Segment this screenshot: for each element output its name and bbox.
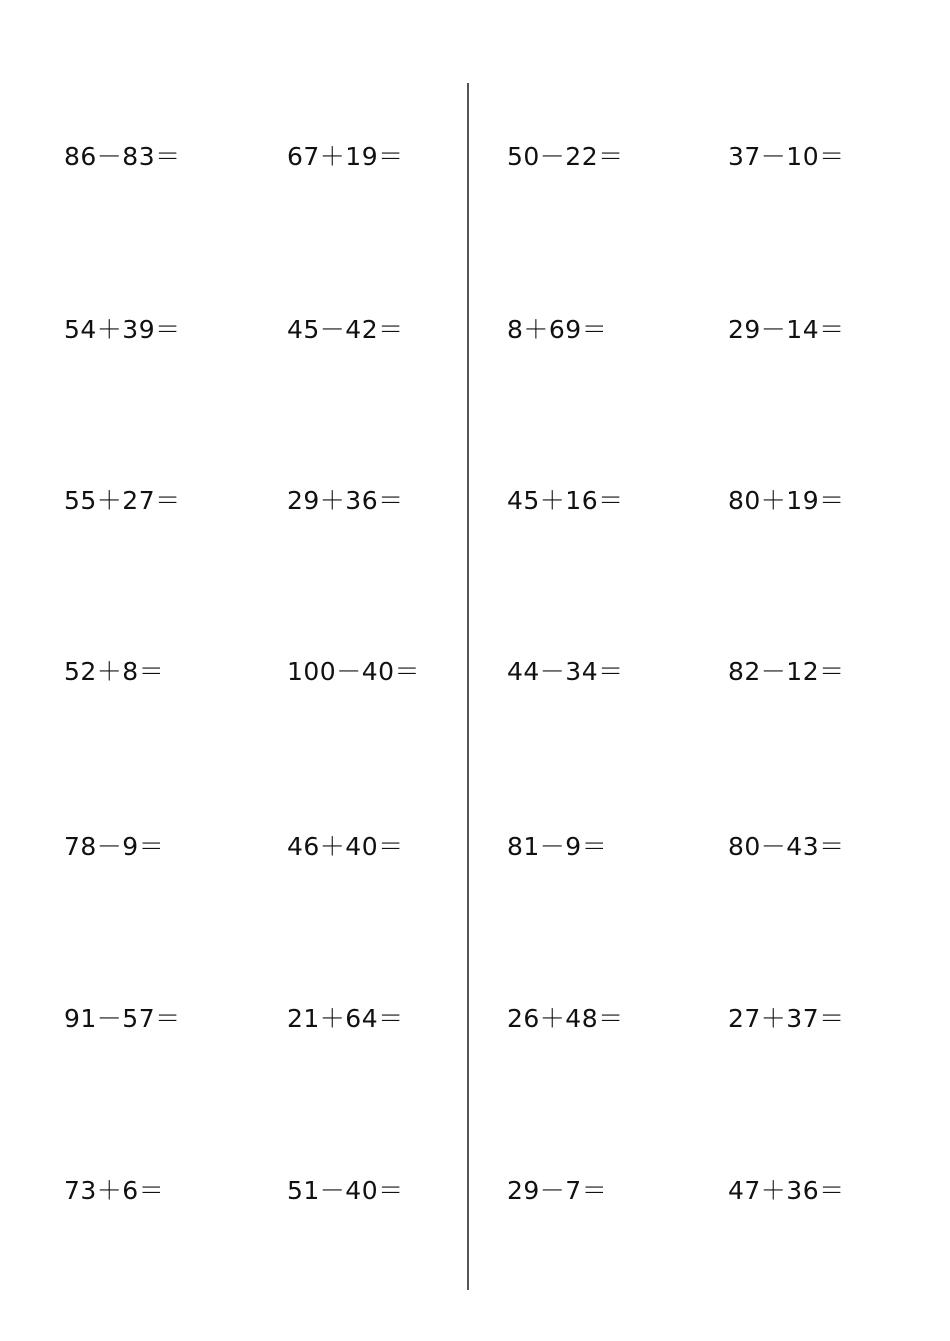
problem-r4-c4: 82－12＝ [728,657,845,686]
problem-r7-c1: 73＋6＝ [64,1176,165,1205]
problem-r6-c3: 26＋48＝ [507,1004,624,1033]
problem-r4-c1: 52＋8＝ [64,657,165,686]
center-divider-line [467,83,469,1290]
problem-r3-c1: 55＋27＝ [64,486,181,515]
problem-r1-c4: 37－10＝ [728,142,845,171]
problem-r7-c2: 51－40＝ [287,1176,404,1205]
problem-r3-c4: 80＋19＝ [728,486,845,515]
problem-r2-c2: 45－42＝ [287,315,404,344]
problem-r1-c2: 67＋19＝ [287,142,404,171]
problem-r4-c3: 44－34＝ [507,657,624,686]
problem-r3-c2: 29＋36＝ [287,486,404,515]
problem-r7-c3: 29－7＝ [507,1176,608,1205]
problem-r5-c2: 46＋40＝ [287,832,404,861]
problem-r7-c4: 47＋36＝ [728,1176,845,1205]
problem-r5-c4: 80－43＝ [728,832,845,861]
problem-r3-c3: 45＋16＝ [507,486,624,515]
problem-r6-c1: 91－57＝ [64,1004,181,1033]
problem-r4-c2: 100－40＝ [287,657,421,686]
problem-r5-c3: 81－9＝ [507,832,608,861]
problem-r2-c1: 54＋39＝ [64,315,181,344]
problem-r2-c3: 8＋69＝ [507,315,608,344]
problem-r6-c2: 21＋64＝ [287,1004,404,1033]
problem-r1-c1: 86－83＝ [64,142,181,171]
problem-r1-c3: 50－22＝ [507,142,624,171]
problem-r2-c4: 29－14＝ [728,315,845,344]
problem-r5-c1: 78－9＝ [64,832,165,861]
problem-r6-c4: 27＋37＝ [728,1004,845,1033]
